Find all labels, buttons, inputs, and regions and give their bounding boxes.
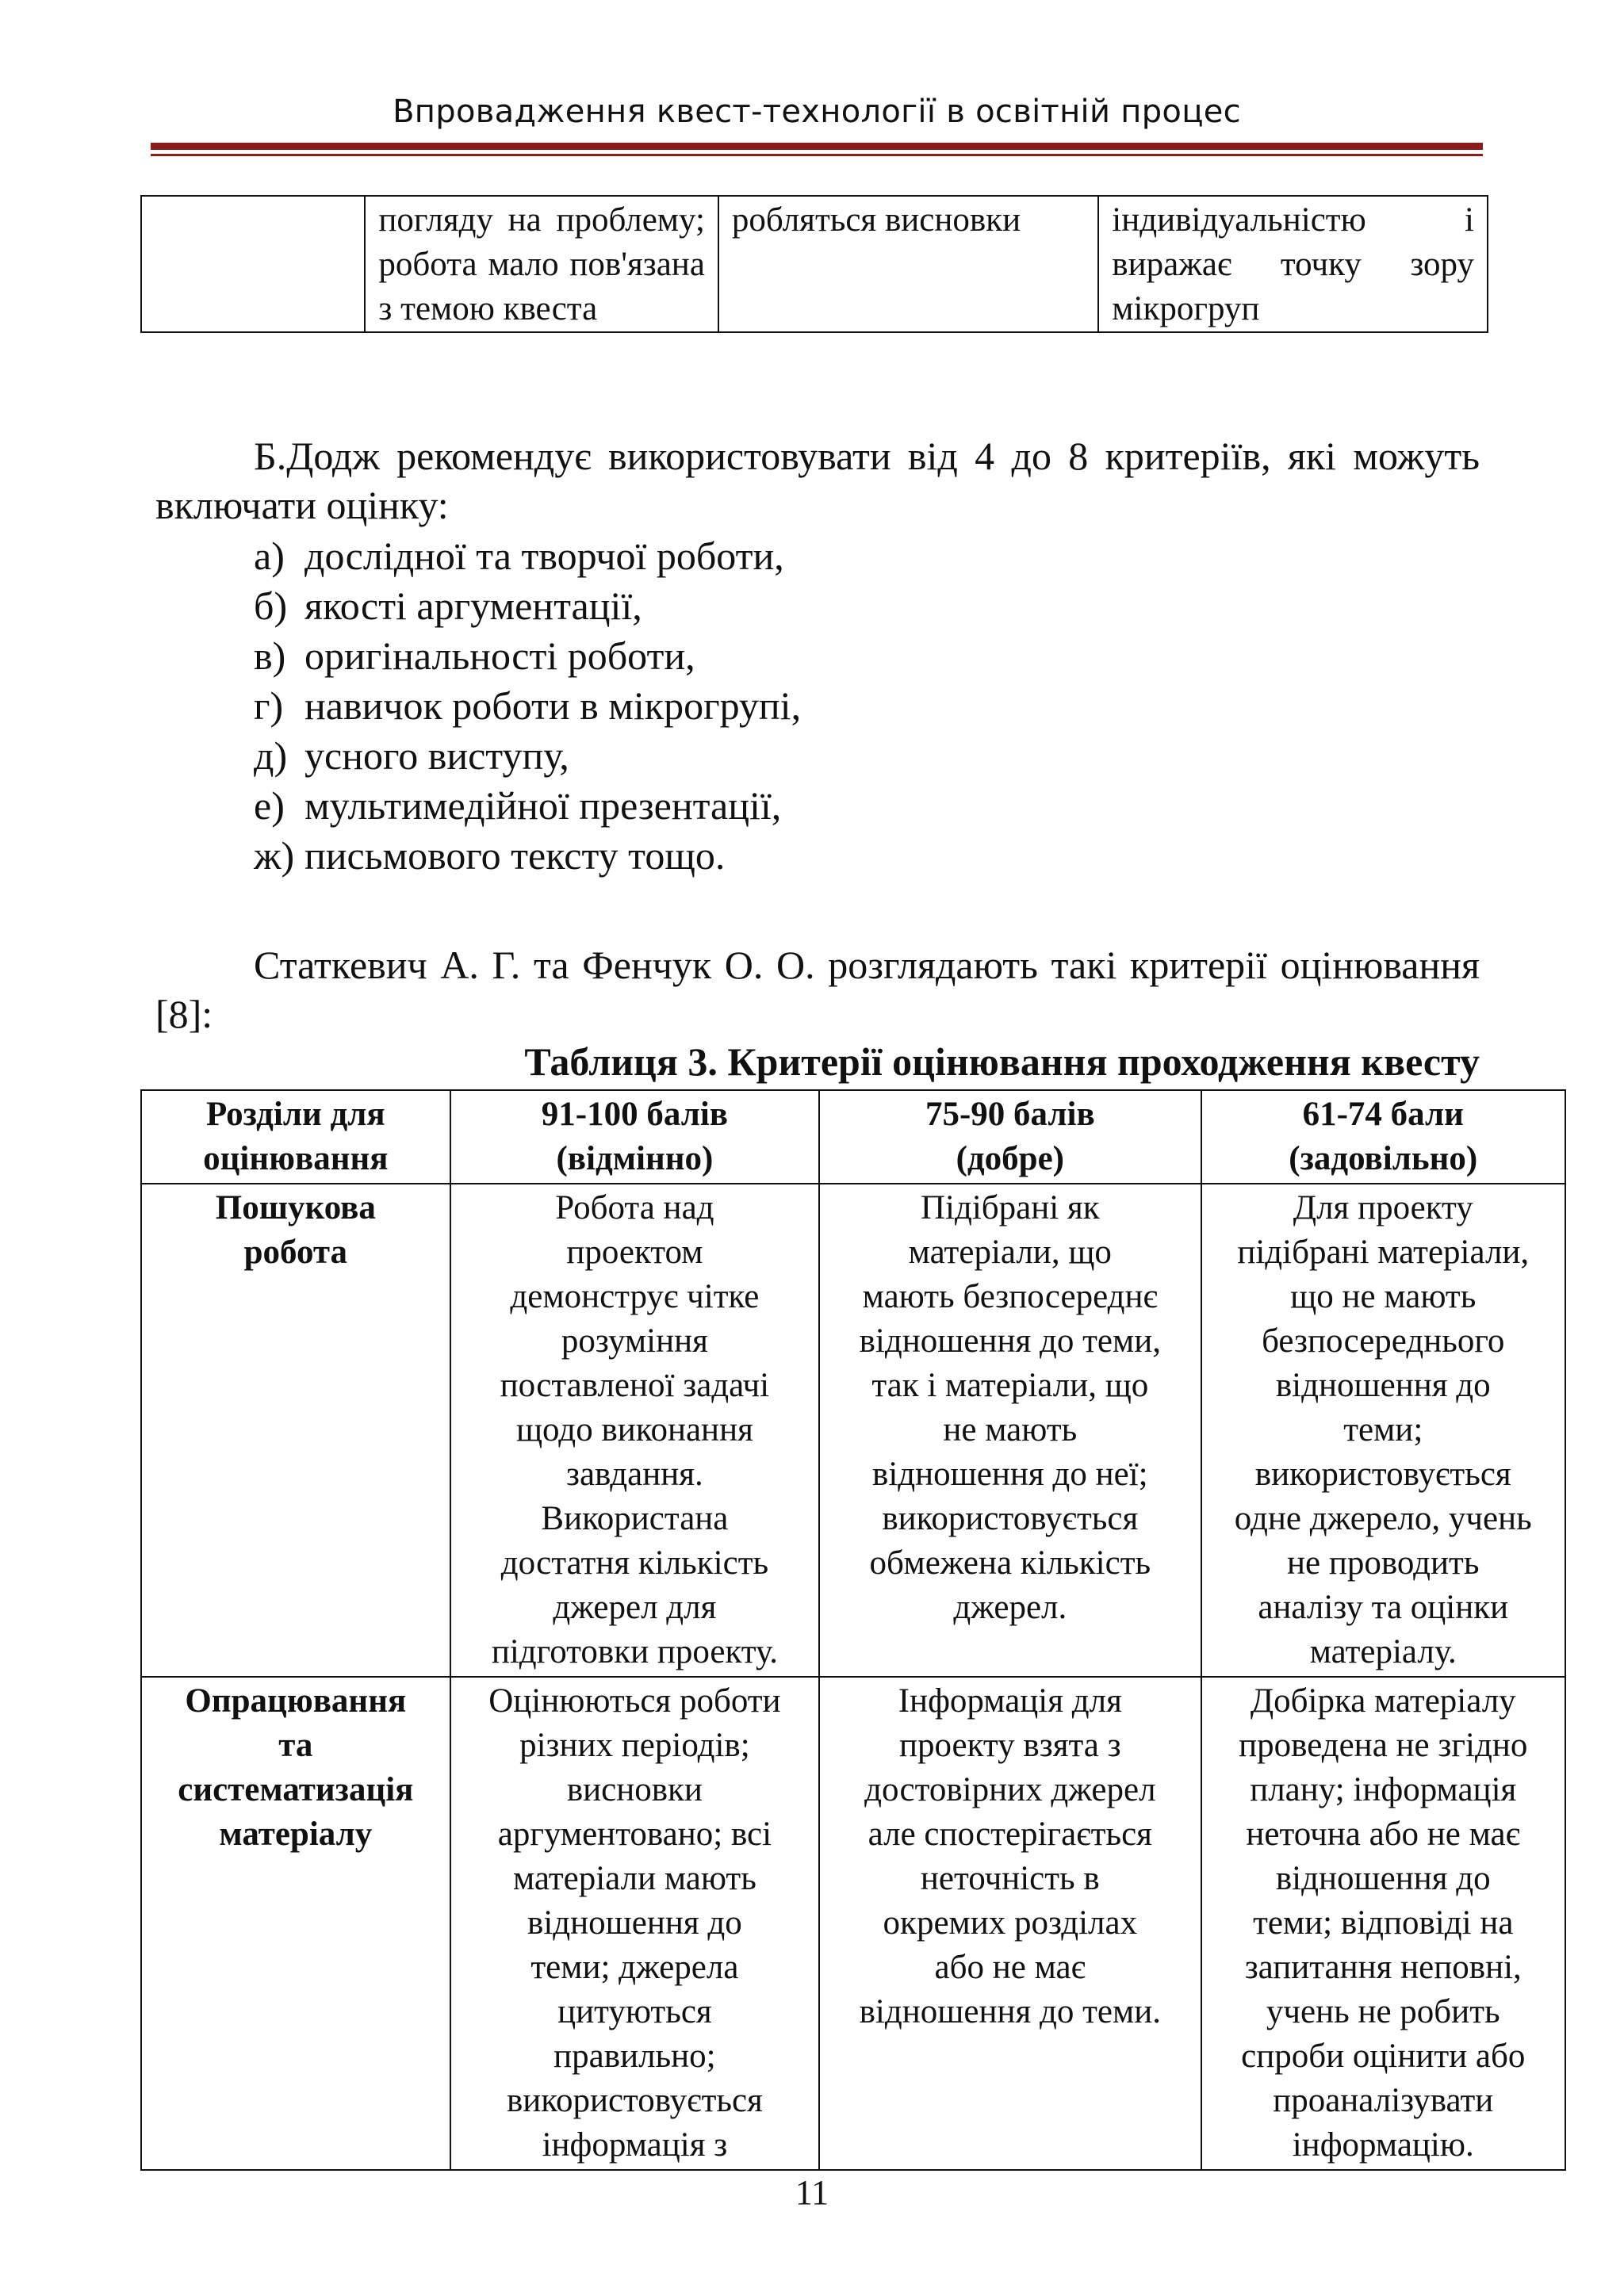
list-item (254, 731, 801, 781)
list-marker: ж) (254, 833, 295, 878)
table-header-row (141, 1090, 1565, 1184)
column-header: 61-74 бали (задовільно) (1201, 1090, 1566, 1184)
table-cell: Робота над проектом демонструє чітке розуміння поставленої задачі щодо виконання завдання. Використана достатня кількість джерел для підготовки проекту. (450, 1184, 819, 1677)
table-cell: робляться висновки (718, 196, 1098, 332)
list-marker: д) (254, 733, 288, 778)
paragraph: Статкевич А. Г. та Фенчук О. О. розглядають такі критерії оцінювання [8]: (155, 943, 1480, 1036)
list-item (254, 581, 801, 631)
table-cell (141, 196, 365, 332)
column-header: Розділи для оцінювання (141, 1090, 450, 1184)
section-cell: Пошукова робота (141, 1184, 450, 1677)
header-rule-thick (151, 143, 1483, 150)
list-marker: г) (254, 683, 284, 728)
list-marker: а) (254, 534, 285, 578)
criteria-list (254, 531, 801, 881)
list-item-text: якості аргументації, (304, 584, 642, 628)
table-row (141, 1184, 1565, 1677)
table-cell: Для проекту підібрані матеріали, що не мають безпосереднього відношення до теми; використовується одне джерело, учень не проводить аналізу та оцінки матеріалу. (1201, 1184, 1566, 1677)
paragraph: Б.Додж рекомендує використовувати від 4 до 8 критеріїв, які можуть включати оцінку: (155, 434, 1480, 527)
section-cell: Опрацювання та систематизація матеріалу (141, 1677, 450, 2170)
table-cell: Інформація для проекту взята з достовірних джерел але спостерігається неточність в окремих розділах або не має відношення до теми. (819, 1677, 1201, 2170)
list-item (254, 681, 801, 731)
criteria-table (140, 1089, 1566, 2171)
list-item (254, 531, 801, 581)
running-header: Впровадження квест-технології в освітній процес (393, 94, 1241, 130)
continued-table (140, 195, 1488, 333)
table-cell: Добірка матеріалу проведена не згідно плану; інформація неточна або не має відношення до теми; відповіді на запитання неповні, учень не робить спроби оцінити або проаналізувати інформацію. (1201, 1677, 1566, 2170)
header-rule-thin (151, 154, 1483, 156)
list-item-text: усного виступу, (304, 733, 569, 778)
column-header: 75-90 балів (добре) (819, 1090, 1201, 1184)
list-marker: в) (254, 633, 286, 678)
table-cell: погляду на проблему; робота мало пов'язана з темою квеста (365, 196, 718, 332)
list-item-text: навичок роботи в мікрогрупі, (304, 683, 802, 728)
list-item (254, 781, 801, 831)
page-number: 11 (795, 2173, 829, 2212)
table-cell: Оцінюються роботи різних періодів; висновки аргументовано; всі матеріали мають відношення до теми; джерела цитуються правильно; використовується інформація з (450, 1677, 819, 2170)
list-item (254, 631, 801, 681)
list-item-text: письмового тексту тощо. (304, 833, 726, 878)
table-cell: індивідуальністю і виражає точку зору мікрогруп (1098, 196, 1488, 332)
table-caption: Таблиця 3. Критерії оцінювання проходження квесту (524, 1039, 1480, 1084)
list-marker: е) (254, 783, 285, 828)
table-row (141, 196, 1488, 332)
list-item-text: дослідної та творчої роботи, (304, 534, 784, 578)
list-item-text: оригінальності роботи, (304, 633, 695, 678)
table-row (141, 1677, 1565, 2170)
list-item-text: мультимедійної презентації, (304, 783, 782, 828)
list-marker: б) (254, 584, 288, 628)
list-item (254, 831, 801, 881)
column-header: 91-100 балів (відмінно) (450, 1090, 819, 1184)
table-cell: Підібрані як матеріали, що мають безпосереднє відношення до теми, так і матеріали, що не мають відношення до неї; використовується обмежена кількість джерел. (819, 1184, 1201, 1677)
